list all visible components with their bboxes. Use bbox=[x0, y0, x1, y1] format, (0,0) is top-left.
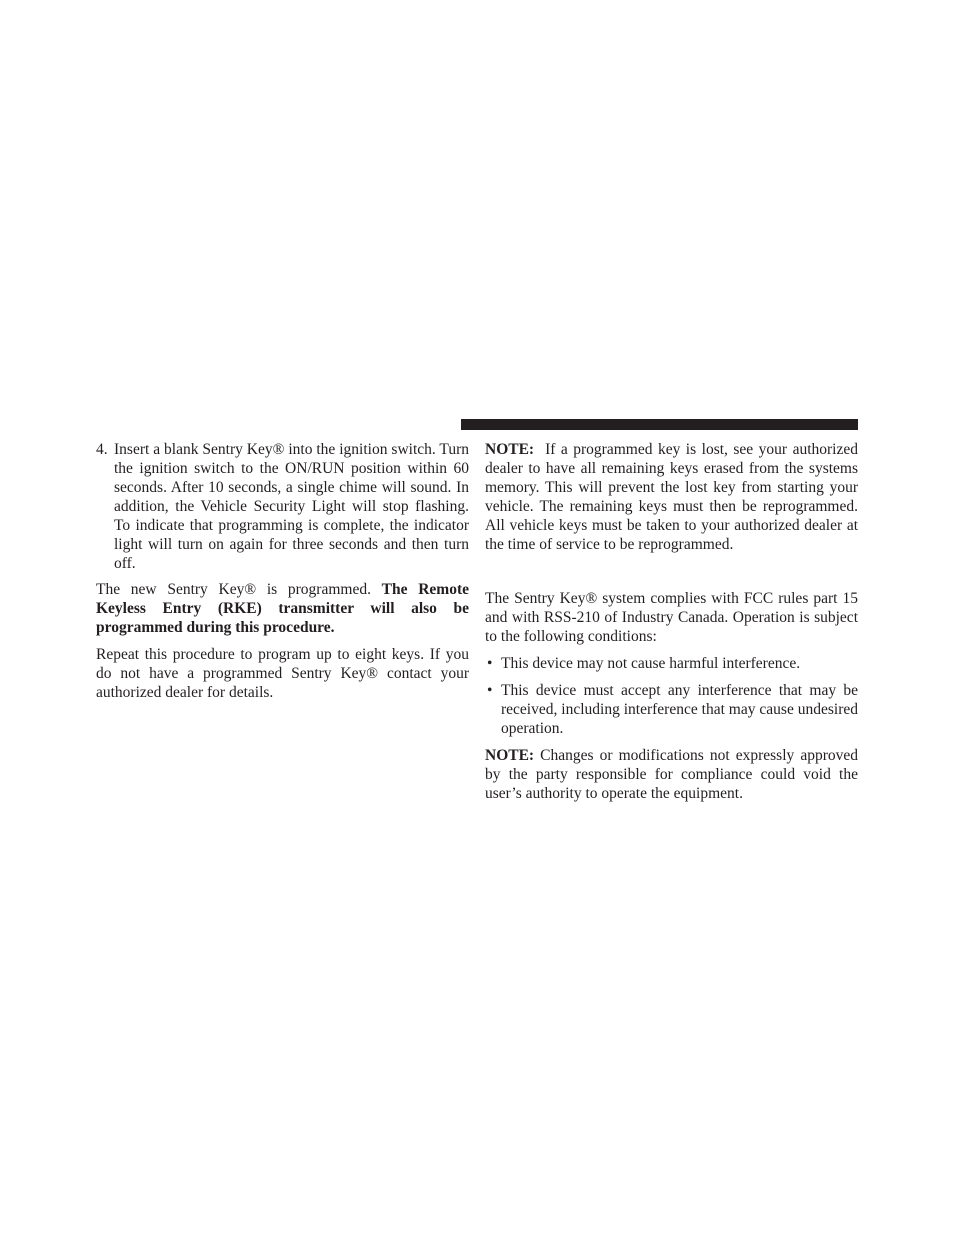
note-text: If a programmed key is lost, see your authorized dealer to have all remaining keys erased from the systems memory. This will prevent the lost key from starting your vehicle. The remaining keys must then be reprogrammed. All vehicle keys must be taken to your authorized dealer at the time of service to be reprogrammed. bbox=[485, 441, 858, 553]
bullet-text: This device must accept any interference that may be received, including interference that may cause undesired operation. bbox=[501, 682, 858, 737]
bullet-dot: • bbox=[487, 655, 493, 672]
note-text: Changes or modifications not expressly approved by the party responsible for compliance could void the user’s authority to operate the equipment. bbox=[485, 747, 859, 802]
section-header-bar bbox=[461, 419, 858, 430]
note-changes bbox=[485, 746, 858, 803]
bullet-dot: • bbox=[487, 682, 493, 699]
step-text: Insert a blank Sentry Key® into the ignition switch. Turn the ignition switch to the ON/RUN position within 60 seconds. After 10 seconds, a single chime will sound. In addition, the Vehicle Security Light will stop flashing. To indicate that programming is complete, the indicator light will turn on again for three seconds and then turn off. bbox=[114, 441, 469, 572]
left-column bbox=[96, 440, 469, 702]
note-label: NOTE: bbox=[485, 747, 535, 764]
note-label: NOTE: bbox=[485, 441, 535, 458]
step-number: 4. bbox=[96, 441, 108, 458]
right-column bbox=[485, 440, 858, 803]
bullet-item bbox=[485, 681, 858, 738]
compliance-paragraph: The Sentry Key® system complies with FCC rules part 15 and with RSS-210 of Industry Canada. Operation is subject to the following conditions: bbox=[485, 590, 858, 645]
step-4 bbox=[96, 440, 469, 573]
programmed-bold: The Remote Keyless Entry (RKE) transmitter will also be programmed during this procedure. bbox=[96, 581, 469, 636]
programmed-lead: The new Sentry Key® is programmed. bbox=[96, 581, 371, 598]
bullet-item bbox=[485, 654, 858, 673]
bullet-text: This device may not cause harmful interference. bbox=[501, 655, 801, 672]
programmed-paragraph bbox=[96, 580, 469, 637]
repeat-paragraph: Repeat this procedure to program up to eight keys. If you do not have a programmed Sentry Key® contact your authorized dealer for details. bbox=[96, 646, 469, 701]
note-lost-key bbox=[485, 440, 858, 554]
